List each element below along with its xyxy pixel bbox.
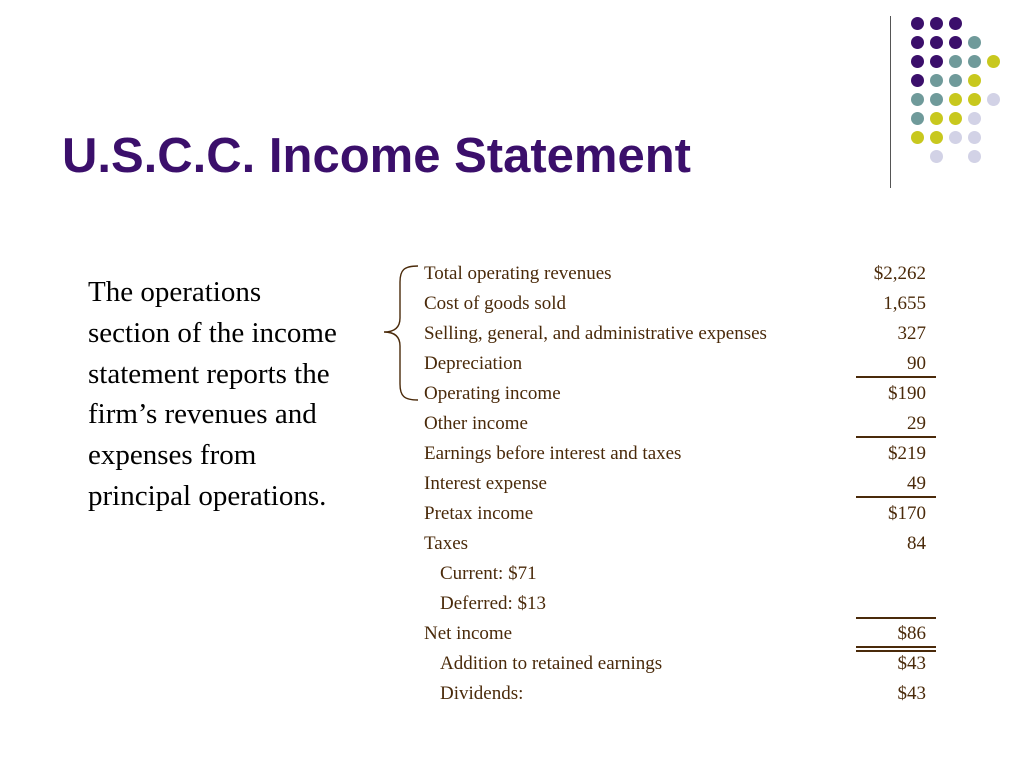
decor-dot [968,131,981,144]
statement-row-label: Current: $71 [440,563,537,584]
statement-row-amount: $170 [888,503,926,524]
decor-dot [930,150,943,163]
statement-row [424,469,944,499]
statement-row-label: Net income [424,623,513,644]
statement-row-label: Cost of goods sold [424,293,566,314]
statement-row [424,679,944,709]
decor-dot [930,36,943,49]
statement-row-amount: 49 [907,473,926,494]
statement-row-label: Depreciation [424,353,523,374]
total-double-rule [856,646,936,652]
statement-row-amount: $2,262 [873,263,926,284]
decor-dot [911,36,924,49]
decor-dot [968,150,981,163]
statement-row-amount: $190 [888,383,926,404]
decor-dot [911,131,924,144]
decor-dot [930,55,943,68]
decor-dot [911,55,924,68]
statement-row [424,289,944,319]
decor-dot [911,112,924,125]
decor-dot [987,55,1000,68]
decorative-dot-grid [908,14,1004,174]
statement-row-label: Other income [424,413,528,434]
decor-dot [930,93,943,106]
statement-row [424,409,944,439]
statement-row-label: Total operating revenues [424,263,612,284]
subtotal-rule [856,376,936,378]
statement-row-amount: 84 [907,533,926,554]
statement-row-label: Selling, general, and administrative expenses [424,323,767,344]
statement-row-amount: $86 [897,623,926,644]
statement-row-label: Pretax income [424,503,534,524]
decor-dot [911,93,924,106]
subtotal-rule [856,617,936,619]
slide-title: U.S.C.C. Income Statement [62,129,691,183]
statement-row [424,499,944,529]
statement-row-amount: $43 [897,683,926,704]
bracket-icon [380,262,420,402]
statement-row [424,319,944,349]
statement-row [424,649,944,679]
statement-row [424,379,944,409]
decor-dot [968,55,981,68]
decor-dot [949,55,962,68]
decor-dot [968,74,981,87]
slide-description: The operations section of the income statement reports the firm’s revenues and expenses from principal operations. [88,276,337,512]
statement-row [424,259,944,289]
decor-dot [949,36,962,49]
decor-dot [911,17,924,30]
statement-row-amount: $219 [888,443,926,464]
decor-dot [930,131,943,144]
statement-row-label: Operating income [424,383,561,404]
decor-dot [930,112,943,125]
income-statement [424,259,944,709]
statement-row-label: Earnings before interest and taxes [424,443,682,464]
statement-row-amount: 29 [907,413,926,434]
decor-dot [949,74,962,87]
statement-row-label: Taxes [424,533,469,554]
statement-row-label: Deferred: $13 [440,593,547,614]
decor-dot [949,93,962,106]
statement-row-amount: 90 [907,353,926,374]
statement-row-label: Interest expense [424,473,547,494]
statement-row-amount: $43 [897,653,926,674]
statement-row [424,589,944,619]
decor-dot [949,17,962,30]
decor-dot [968,112,981,125]
statement-row [424,439,944,469]
statement-row-label: Addition to retained earnings [440,653,663,674]
statement-row [424,619,944,649]
statement-row-amount: 1,655 [883,293,926,314]
decor-dot [987,93,1000,106]
statement-row [424,349,944,379]
subtotal-rule [856,496,936,498]
decorative-vertical-line [890,16,891,188]
decor-dot [949,112,962,125]
decor-dot [968,36,981,49]
decor-dot [930,17,943,30]
statement-row-label: Dividends: [440,683,524,704]
statement-row [424,529,944,559]
decor-dot [911,74,924,87]
decor-dot [930,74,943,87]
decor-dot [968,93,981,106]
statement-row-amount: 327 [897,323,926,344]
statement-row [424,559,944,589]
decor-dot [949,131,962,144]
subtotal-rule [856,436,936,438]
